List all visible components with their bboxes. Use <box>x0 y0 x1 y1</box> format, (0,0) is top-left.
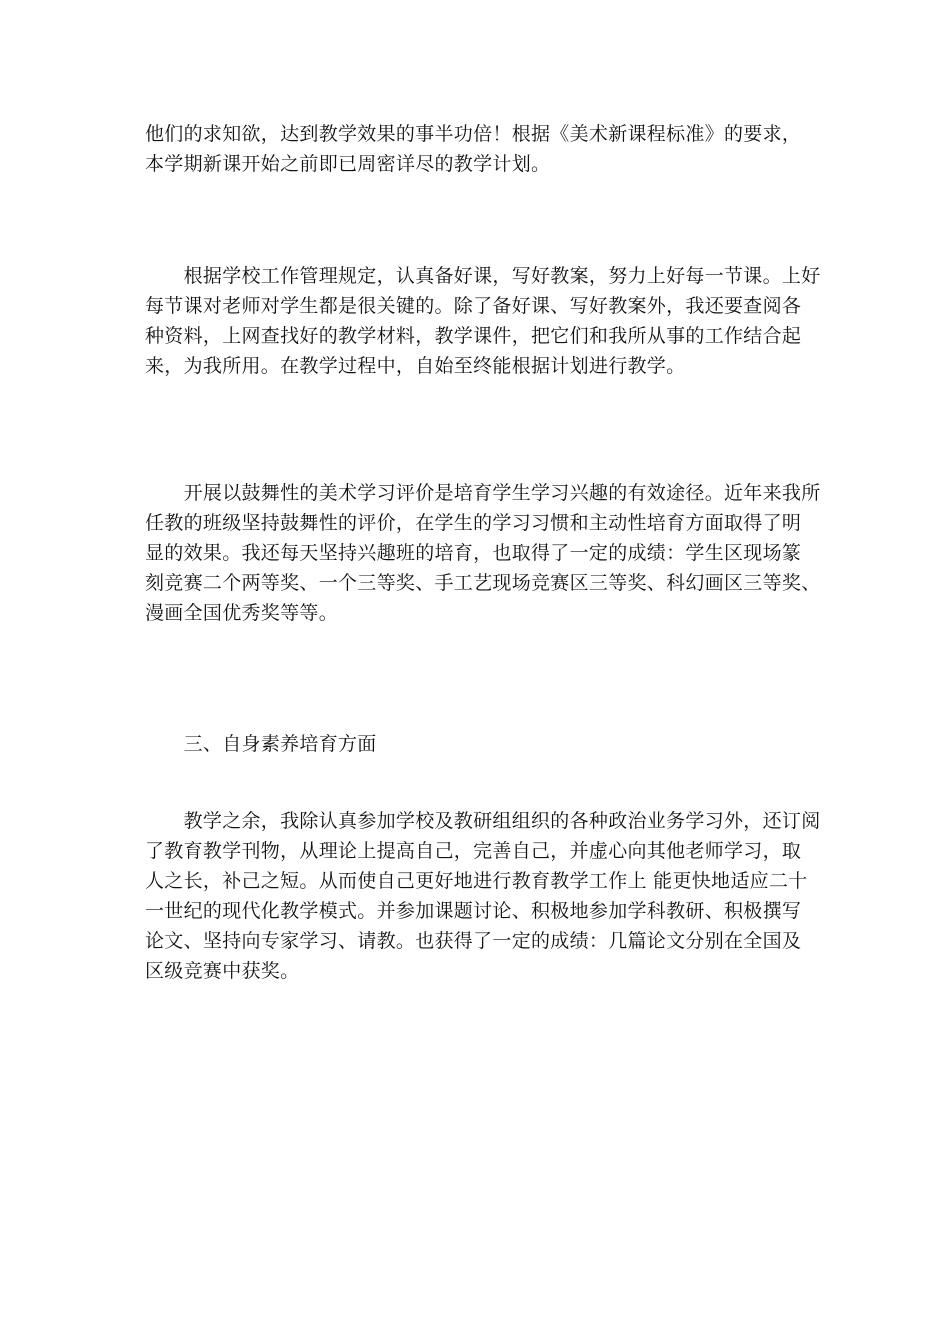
text-line: 每节课对老师对学生都是很关键的。除了备好课、写好教案外，我还要查阅各 <box>145 295 802 317</box>
section-heading <box>145 729 815 759</box>
text-line: 了教育教学刊物，从理论上提高自己，完善自己，并虚心向其他老师学习，取 <box>145 840 802 862</box>
text-line: 根据学校工作管理规定，认真备好课，写好教案，努力上好每一节课。上好 <box>145 265 821 287</box>
text-line: 他们的求知欲，达到教学效果的事半功倍！根据《美术新课程标准》的要求， <box>145 123 802 145</box>
section-heading-text: 三、自身素养培育方面 <box>145 733 377 755</box>
text-line: 刻竞赛二个两等奖、一个三等奖、手工艺现场竞赛区三等奖、科幻画区三等奖、 <box>145 572 821 594</box>
paragraph-intro-continuation <box>145 119 815 179</box>
text-line: 本学期新课开始之前即已周密详尽的教学计划。 <box>145 153 551 175</box>
paragraph-lesson-preparation <box>145 261 821 381</box>
text-line: 显的效果。我还每天坚持兴趣班的培育，也取得了一定的成绩：学生区现场篆 <box>145 542 802 564</box>
text-line: 任教的班级坚持鼓舞性的评价，在学生的学习习惯和主动性培育方面取得了明 <box>145 512 802 534</box>
text-line: 教学之余，我除认真参加学校及教研组组织的各种政治业务学习外，还订阅 <box>145 810 821 832</box>
text-line: 来，为我所用。在教学过程中，自始至终能根据计划进行教学。 <box>145 355 686 377</box>
text-line: 漫画全国优秀奖等等。 <box>145 602 339 624</box>
paragraph-evaluation <box>145 478 821 628</box>
text-line: 人之长，补己之短。从而使自己更好地进行教育教学工作上 能更快地适应二十 <box>145 870 808 892</box>
text-line: 区级竞赛中获奖。 <box>145 960 300 982</box>
text-line: 种资料，上网查找好的教学材料，教学课件，把它们和我所从事的工作结合起 <box>145 325 802 347</box>
text-line: 论文、坚持向专家学习、请教。也获得了一定的成绩：几篇论文分别在全国及 <box>145 930 802 952</box>
text-line: 开展以鼓舞性的美术学习评价是培育学生学习兴趣的有效途径。近年来我所 <box>145 482 821 504</box>
text-line: 一世纪的现代化教学模式。并参加课题讨论、积极地参加学科教研、积极撰写 <box>145 900 802 922</box>
paragraph-self-improvement <box>145 806 821 986</box>
